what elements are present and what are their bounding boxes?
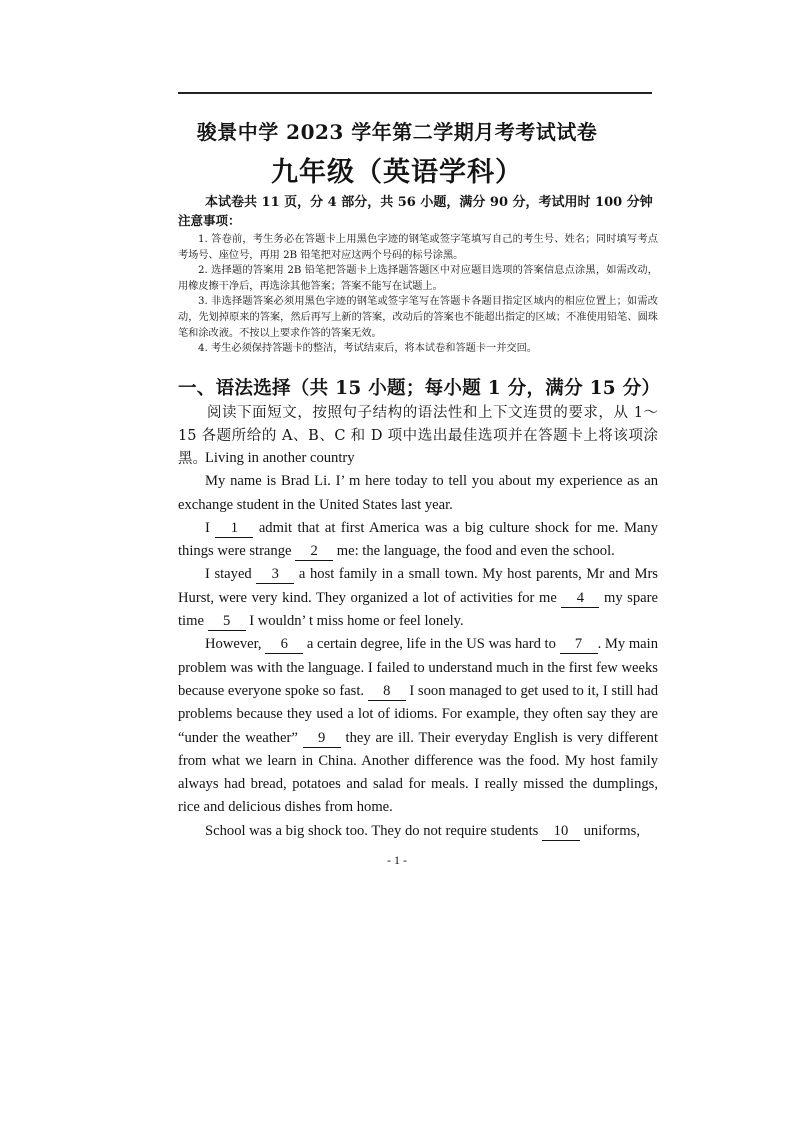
passage-paragraph — [178, 820, 658, 843]
header-rule — [178, 92, 652, 94]
passage-paragraph — [178, 563, 658, 633]
passage-title: Living in another country — [205, 450, 355, 466]
blank-7: 7 — [560, 636, 598, 654]
blank-9: 9 — [303, 730, 341, 748]
passage-text: me: the language, the food and even the school. — [333, 543, 615, 560]
reading-passage — [178, 447, 658, 843]
passage-text: a certain degree, life in the US was hard to — [303, 636, 560, 653]
passage-text: a host family in a small town. My host parents, Mr and Mrs Hurst, were very kind. They organized a lot of activities for me — [178, 566, 658, 606]
note-item: 1. 答卷前，考生务必在答题卡上用黑色字迹的钢笔或签字笔填写自己的考生号、姓名；同时填写考点考场号、座位号，再用 2B 铅笔把对应这两个号码的标号涂黑。 — [178, 234, 658, 261]
blank-4: 4 — [561, 590, 599, 608]
passage-text: However, — [205, 636, 266, 653]
note-item: 4. 考生必须保持答题卡的整洁，考试结束后，将本试卷和答题卡一并交回。 — [198, 343, 537, 355]
passage-paragraph — [178, 517, 658, 564]
passage-text: admit that at first America was a big culture shock for me. Many things were strange — [178, 519, 658, 560]
note-item: 3. 非选择题答案必须用黑色字迹的钢笔或签字笔写在答题卡各题目指定区域内的相应位置上；如需改动，先划掉原来的答案，然后再写上新的答案，改动后的答案也不能超出指定的区域；不准使用铅笔、圆珠笔和涂改液。不按以上要求作答的答案无效。 — [178, 296, 658, 339]
grade-subject-title: 九年级（英语学科） — [271, 157, 523, 188]
blank-8: 8 — [368, 683, 406, 701]
notes-list — [178, 232, 658, 357]
instructions-text: 阅读下面短文，按照句子结构的语法性和上下文连贯的要求，从 1～15 各题所给的 A、B、C 和 D 项中选出最佳选项并在答题卡上将该项涂黑。 — [178, 405, 658, 467]
passage-text: uniforms, — [579, 822, 640, 839]
passage-text: . My main problem was with the language. I failed to understand much in the first few weeks because everyone spoke so fast. — [178, 636, 659, 699]
page-number: - 1 - — [387, 853, 407, 867]
passage-text: I wouldn’ t miss home or feel lonely. — [245, 613, 464, 630]
section-title: 一、语法选择（共 15 小题；每小题 1 分，满分 15 分） — [178, 378, 661, 399]
passage-paragraph: My name is Brad Li. I’ m here today to tell you about my experience as an exchange student in the United States last year. — [178, 473, 658, 513]
exam-info: 本试卷共 11 页，分 4 部分，共 56 小题，满分 90 分，考试用时 100 分钟 — [205, 195, 653, 210]
note-item: 2. 选择题的答案用 2B 铅笔把答题卡上选择题答题区中对应题目选项的答案信息点涂黑，如需改动，用橡皮擦干净后，再选涂其他答案；答案不能写在试题上。 — [178, 265, 658, 292]
passage-text: I soon managed to get used to it, I still had problems because they used a lot of idioms. For example, they often say they are “under the weather” — [178, 682, 659, 746]
passage-text: they are ill. Their everyday English is very different from what we learn in China. Another difference was the food. My host family always had bread, potatoes and salad for meals. I really missed the dumplings, rice and delicious dishes from home. — [178, 729, 659, 816]
exam-title: 骏景中学 2023 学年第二学期月考考试试卷 — [196, 120, 598, 144]
blank-10: 10 — [542, 823, 580, 841]
notes-title: 注意事项： — [178, 213, 241, 228]
passage-text: I stayed — [205, 566, 257, 583]
blank-1: 1 — [215, 520, 253, 538]
passage-text: School was a big shock too. They do not require students — [205, 822, 542, 839]
blank-2: 2 — [295, 543, 333, 561]
blank-3: 3 — [256, 566, 294, 584]
blank-6: 6 — [265, 636, 303, 654]
passage-text: I — [205, 519, 216, 536]
passage-text: my spare time — [178, 589, 658, 630]
blank-5: 5 — [208, 613, 246, 631]
passage-paragraph — [178, 633, 658, 819]
